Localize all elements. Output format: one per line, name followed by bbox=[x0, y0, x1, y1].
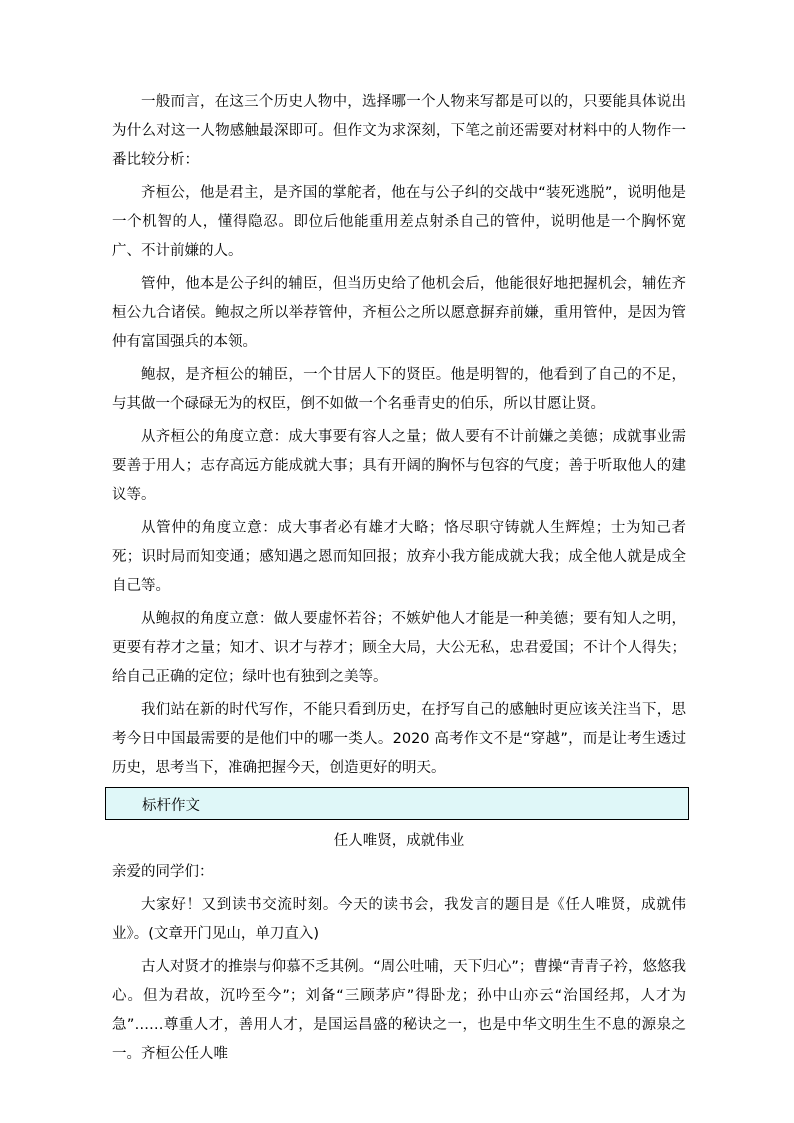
paragraph-conclusion: 我们站在新的时代写作，不能只看到历史，在抒写自己的感触时更应该关注当下，思考今日中国最需要的是他们中的哪一类人。2020 高考作文不是“穿越”，而是让考生透过历史，思考当下，准确把握今天，创造更好的明天。 bbox=[112, 702, 686, 776]
paragraph-theme-qi-huan-gong: 从齐桓公的角度立意：成大事要有容人之量；做人要有不计前嫌之美德；成就事业需要善于用人；志存高远方能成就大事；具有开阔的胸怀与包容的气度；善于听取他人的建议等。 bbox=[112, 429, 686, 503]
essay-paragraph: 大家好！又到读书交流时刻。今天的读书会，我发言的题目是《任人唯贤，成就伟业》。(文章开门见山，单刀直入) bbox=[112, 897, 686, 942]
essay-greeting: 亲爱的同学们： bbox=[112, 864, 214, 880]
essay-paragraph: 古人对贤才的推崇与仰慕不乏其例。“周公吐哺，天下归心”；曹操“青青子衿，悠悠我心。但为君故，沉吟至今”；刘备“三顾茅庐”得卧龙；孙中山亦云“治国经邦，人才为急”……尊重人才，善用人才，是国运昌盛的秘诀之一，也是中华文明生生不息的源泉之一。齐桓公任人唯 bbox=[112, 959, 686, 1062]
section-banner bbox=[105, 787, 689, 820]
essay-title: 任人唯贤，成就伟业 bbox=[333, 833, 465, 849]
paragraph-theme-guan-zhong: 从管仲的角度立意：成大事者必有雄才大略；恪尽职守铸就人生辉煌；士为知己者死；识时局而知变通；感知遇之恩而知回报；放弃小我方能成就大我；成全他人就是成全自己等。 bbox=[112, 520, 686, 594]
paragraph-guan-zhong: 管仲，他本是公子纠的辅臣，但当历史给了他机会后，他能很好地把握机会，辅佐齐桓公九合诸侯。鲍叔之所以举荐管仲，齐桓公之所以愿意摒弃前嫌，重用管仲，是因为管仲有富国强兵的本领。 bbox=[112, 276, 686, 350]
paragraph-intro: 一般而言，在这三个历史人物中，选择哪一个人物来写都是可以的，只要能具体说出为什么对这一人物感触最深即可。但作文为求深刻，下笔之前还需要对材料中的人物作一番比较分析： bbox=[112, 94, 686, 168]
paragraph-qi-huan-gong: 齐桓公，他是君主，是齐国的掌舵者，他在与公子纠的交战中“装死逃脱”，说明他是一个机智的人，懂得隐忍。即位后他能重用差点射杀自己的管仲，说明他是一个胸怀宽广、不计前嫌的人。 bbox=[112, 185, 686, 259]
section-banner-label: 标杆作文 bbox=[142, 798, 200, 814]
paragraph-bao-shu: 鲍叔，是齐桓公的辅臣，一个甘居人下的贤臣。他是明智的，他看到了自己的不足，与其做一个碌碌无为的权臣，倒不如做一个名垂青史的伯乐，所以甘愿让贤。 bbox=[112, 367, 686, 412]
document-body bbox=[112, 88, 686, 1073]
paragraph-theme-bao-shu: 从鲍叔的角度立意：做人要虚怀若谷；不嫉妒他人才能是一种美德；要有知人之明，更要有荐才之量；知才、识才与荐才；顾全大局，大公无私，忠君爱国；不计个人得失；给自己正确的定位；绿叶也有独到之美等。 bbox=[112, 611, 686, 685]
